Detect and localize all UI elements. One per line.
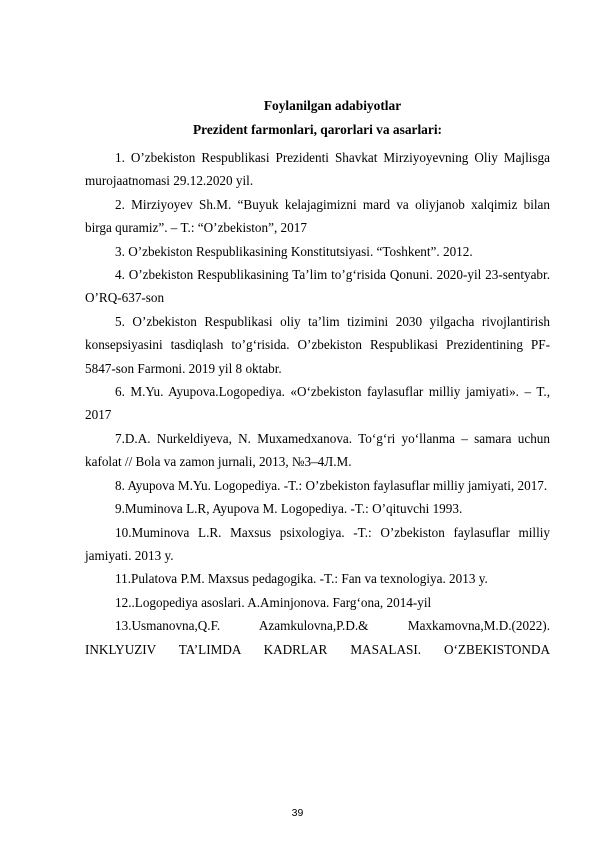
page-number: 39 — [291, 807, 304, 819]
reference-list — [85, 146, 550, 661]
reference-item: 9.Muminova L.R, Ayupova M. Logopediya. -T.: O’qituvchi 1993. — [115, 501, 463, 517]
reference-item: 1. O’zbekiston Respublikasi Prezidenti Shavkat Mirziyoyevning Oliy Majlisga murojaatnomasi 29.12.2020 yil. — [85, 150, 550, 189]
reference-item: 4. O’zbekiston Respublikasining Ta’lim to’g‘risida Qonuni. 2020-yil 23-sentyabr. O’RQ-637-son — [85, 267, 550, 306]
reference-item: 13.Usmanovna,Q.F. Azamkulovna,P.D.& Maxkamovna,M.D.(2022). INKLYUZIV TA’LIMDA KADRLAR MASALASI. O‘ZBEKISTONDA — [85, 618, 550, 657]
reference-item: 11.Pulatova P.M. Maxsus pedagogika. -T.: Fan va texnologiya. 2013 y. — [115, 571, 488, 587]
reference-item: 2. Mirziyoyev Sh.M. “Buyuk kelajagimizni mard va oliyjanob xalqimiz bilan birga quramiz”. – T.: “O’zbekiston”, 2017 — [85, 196, 550, 236]
section-subtitle: Prezident farmonlari, qarorlari va asarlari: — [192, 122, 443, 137]
reference-item: 7.D.A. Nurkeldiyeva, N. Muxamedxanova. To‘g‘ri yo‘llanma – samara uchun kafolat // Bola va zamon jurnali, 2013, №3–4Л.M. — [85, 430, 550, 470]
reference-item: 6. M.Yu. Ayupova.Logopediya. «O‘zbekiston faylasuflar milliy jamiyati». – T., 2017 — [85, 384, 550, 423]
reference-item: 5. O’zbekiston Respublikasi oliy ta’lim tizimini 2030 yilgacha rivojlantirish konsepsiyasini tasdiqlash to’g‘risida. O’zbekiston Respublikasi Prezidentining PF-5847-son Farmoni. 2019 yil 8 oktabr. — [85, 313, 550, 376]
reference-item: 3. O’zbekiston Respublikasining Konstitutsiyasi. “Toshkent”. 2012. — [115, 243, 473, 259]
reference-item: 8. Ayupova M.Yu. Logopediya. -T.: O’zbekiston faylasuflar milliy jamiyati, 2017. — [115, 477, 548, 493]
page-title: Foylanilgan adabiyotlar — [263, 98, 402, 113]
reference-item: 10.Muminova L.R. Maxsus psixologiya. -T.: O’zbekiston faylasuflar milliy jamiyati. 2013 y. — [85, 524, 550, 563]
reference-item: 12..Logopediya asoslari. A.Aminjonova. Farg‘ona, 2014-yil — [115, 594, 432, 610]
